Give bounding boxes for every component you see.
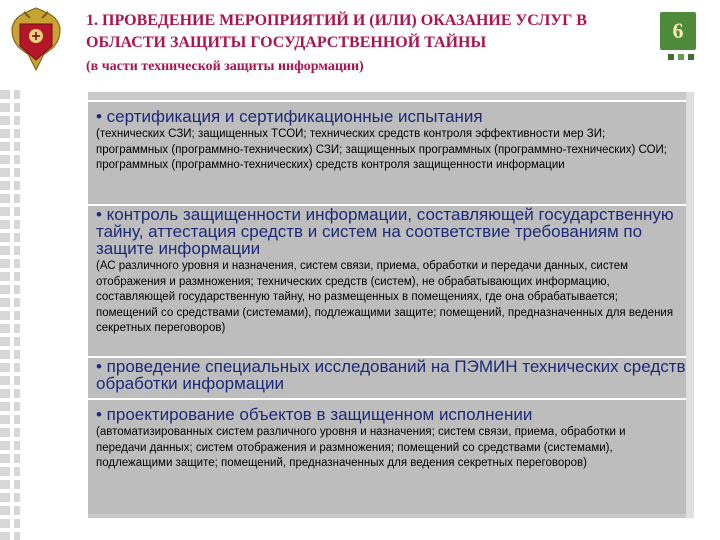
- section-description: (технических СЗИ; защищенных ТСОИ; технических средств контроля эффективности мер ЗИ; программных (программно-технических) СЗИ; защищенных программных (программно-технических) СОИ; программных (программно-технических) средств контроля защищенности информации: [96, 128, 667, 171]
- emblem-icon: [8, 6, 64, 72]
- section-certification: [88, 100, 686, 206]
- section-control: [88, 204, 686, 356]
- section-heading: • сертификация и сертификационные испытания: [96, 107, 483, 126]
- section-heading: • проектирование объектов в защищенном исполнении: [96, 405, 533, 424]
- content-panel: [88, 92, 694, 518]
- section-heading: • контроль защищенности информации, составляющей государственную тайну, аттестация средств и систем на соответствие требованиям по защите информации: [96, 205, 674, 258]
- right-decorative-edge: [686, 92, 694, 518]
- title-line-2: ОБЛАСТИ ЗАЩИТЫ ГОСУДАРСТВЕННОЙ ТАЙНЫ: [86, 34, 487, 51]
- left-decorative-strip: [0, 90, 20, 540]
- section-description: (АС различного уровня и назначения, систем связи, приема, обработки и передачи данных, систем отображения и размножения; технических средств (систем), не обрабатывающих информацию, составляющей государственную тайну, но размещенных в помещениях, где она обрабатывается; помещений со средствами (системами), подлежащими защите; помещений, предназначенных для ведения секретных переговоров): [96, 260, 674, 334]
- section-description: (автоматизированных систем различного уровня и назначения; систем связи, приема, обработки и передачи данных; систем отображения и размножения; помещений со средствами (системами), подлежащими защите; помещений, предназначенных для ведения секретных переговоров): [96, 426, 626, 469]
- section-heading: • проведение специальных исследований на ПЭМИН технических средств обработки информации: [96, 357, 686, 393]
- section-pemin: [88, 356, 686, 398]
- corner-dots-icon: [666, 52, 696, 62]
- subtitle: (в части технической защиты информации): [86, 59, 364, 74]
- slide-header: [86, 10, 656, 78]
- slide-number-badge: 6: [660, 12, 696, 50]
- section-design: [88, 398, 686, 514]
- title-line-1: 1. ПРОВЕДЕНИЕ МЕРОПРИЯТИЙ И (ИЛИ) ОКАЗАНИЕ УСЛУГ В: [86, 12, 587, 29]
